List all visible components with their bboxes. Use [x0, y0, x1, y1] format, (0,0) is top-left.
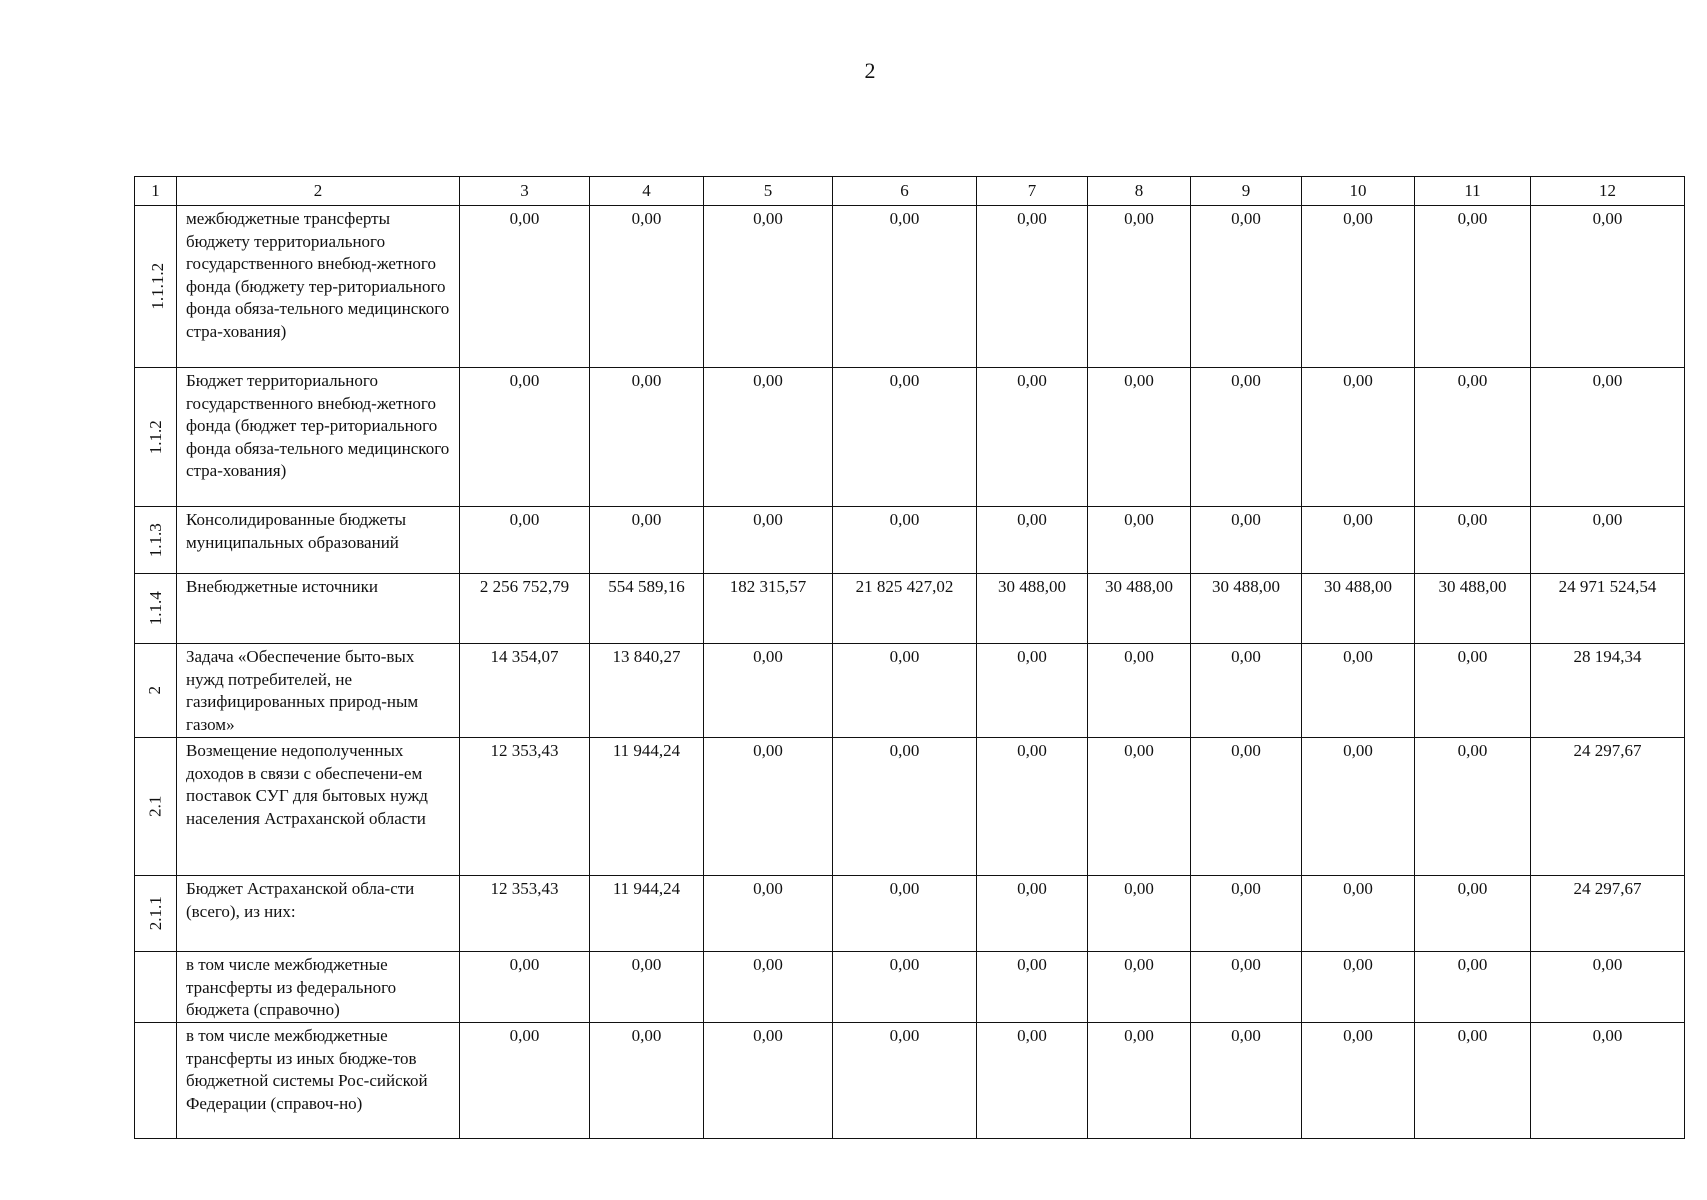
row-code: 2	[135, 644, 177, 738]
row-name: в том числе межбюджетные трансферты из иных бюдже-тов бюджетной системы Рос-сийской Федерации (справоч-но)	[177, 1023, 460, 1139]
value-cell: 0,00	[833, 738, 977, 876]
value-cell: 0,00	[977, 1023, 1088, 1139]
value-cell: 0,00	[1191, 738, 1302, 876]
row-name: Бюджет территориального государственного внебюд-жетного фонда (бюджет тер-риториального фонда обяза-тельного медицинского стра-хования)	[177, 368, 460, 507]
row-name: Задача «Обеспечение быто-вых нужд потребителей, не газифицированных природ-ным газом»	[177, 644, 460, 738]
value-cell: 30 488,00	[1191, 574, 1302, 644]
value-cell: 0,00	[1191, 206, 1302, 368]
value-cell: 0,00	[590, 368, 704, 507]
value-cell: 30 488,00	[1415, 574, 1531, 644]
value-cell: 0,00	[833, 952, 977, 1023]
column-header: 3	[460, 177, 590, 206]
row-name: в том числе межбюджетные трансферты из федерального бюджета (справочно)	[177, 952, 460, 1023]
value-cell: 0,00	[1531, 1023, 1685, 1139]
row-code	[135, 1023, 177, 1139]
value-cell: 30 488,00	[1302, 574, 1415, 644]
column-header: 11	[1415, 177, 1531, 206]
value-cell: 0,00	[704, 507, 833, 574]
value-cell: 0,00	[704, 368, 833, 507]
value-cell: 0,00	[977, 738, 1088, 876]
value-cell: 30 488,00	[1088, 574, 1191, 644]
value-cell: 0,00	[1302, 368, 1415, 507]
value-cell: 28 194,34	[1531, 644, 1685, 738]
column-header: 2	[177, 177, 460, 206]
value-cell: 0,00	[1088, 507, 1191, 574]
value-cell: 0,00	[590, 507, 704, 574]
column-header: 6	[833, 177, 977, 206]
value-cell: 0,00	[1302, 1023, 1415, 1139]
value-cell: 0,00	[704, 644, 833, 738]
value-cell: 0,00	[1415, 206, 1531, 368]
value-cell: 0,00	[833, 206, 977, 368]
value-cell: 0,00	[590, 952, 704, 1023]
value-cell: 0,00	[1191, 952, 1302, 1023]
page-number: 2	[864, 58, 876, 83]
value-cell: 0,00	[1088, 952, 1191, 1023]
table-row	[135, 876, 1685, 952]
value-cell: 0,00	[833, 507, 977, 574]
value-cell: 13 840,27	[590, 644, 704, 738]
value-cell: 0,00	[977, 876, 1088, 952]
table-row	[135, 1023, 1685, 1139]
value-cell: 0,00	[460, 952, 590, 1023]
row-code: 2.1.1	[135, 876, 177, 952]
value-cell: 0,00	[460, 368, 590, 507]
value-cell: 0,00	[704, 952, 833, 1023]
row-name: Бюджет Астраханской обла-сти (всего), из них:	[177, 876, 460, 952]
column-header: 4	[590, 177, 704, 206]
row-name: Внебюджетные источники	[177, 574, 460, 644]
value-cell: 0,00	[1191, 368, 1302, 507]
value-cell: 0,00	[460, 1023, 590, 1139]
row-code: 1.1.4	[135, 574, 177, 644]
value-cell: 0,00	[1415, 368, 1531, 507]
value-cell: 0,00	[1302, 507, 1415, 574]
value-cell: 0,00	[1415, 644, 1531, 738]
value-cell: 554 589,16	[590, 574, 704, 644]
row-name: Возмещение недополученных доходов в связи с обеспечени-ем поставок СУГ для бытовых нужд населения Астраханской области	[177, 738, 460, 876]
value-cell: 21 825 427,02	[833, 574, 977, 644]
row-code: 1.1.1.2	[135, 206, 177, 368]
row-code: 2.1	[135, 738, 177, 876]
value-cell: 0,00	[1531, 206, 1685, 368]
column-header: 1	[135, 177, 177, 206]
value-cell: 0,00	[977, 644, 1088, 738]
value-cell: 0,00	[1088, 738, 1191, 876]
value-cell: 0,00	[1415, 1023, 1531, 1139]
value-cell: 0,00	[1302, 644, 1415, 738]
value-cell: 0,00	[1191, 644, 1302, 738]
value-cell: 30 488,00	[977, 574, 1088, 644]
table-row	[135, 738, 1685, 876]
value-cell: 0,00	[1415, 507, 1531, 574]
value-cell: 0,00	[1088, 1023, 1191, 1139]
budget-table	[134, 176, 1685, 1139]
value-cell: 0,00	[460, 507, 590, 574]
value-cell: 0,00	[977, 368, 1088, 507]
column-header: 10	[1302, 177, 1415, 206]
table-row	[135, 206, 1685, 368]
value-cell: 0,00	[833, 368, 977, 507]
value-cell: 0,00	[704, 206, 833, 368]
value-cell: 24 297,67	[1531, 738, 1685, 876]
column-number-header-row	[135, 177, 1685, 206]
value-cell: 0,00	[1088, 876, 1191, 952]
value-cell: 0,00	[833, 1023, 977, 1139]
value-cell: 182 315,57	[704, 574, 833, 644]
value-cell: 0,00	[833, 644, 977, 738]
row-code	[135, 952, 177, 1023]
value-cell: 0,00	[1191, 507, 1302, 574]
value-cell: 0,00	[1302, 876, 1415, 952]
value-cell: 11 944,24	[590, 876, 704, 952]
row-name: межбюджетные трансферты бюджету территориального государственного внебюд-жетного фонда (бюджету тер-риториального фонда обяза-тельного медицинского стра-хования)	[177, 206, 460, 368]
value-cell: 0,00	[1302, 952, 1415, 1023]
value-cell: 0,00	[977, 952, 1088, 1023]
value-cell: 0,00	[460, 206, 590, 368]
column-header: 7	[977, 177, 1088, 206]
value-cell: 0,00	[1531, 507, 1685, 574]
column-header: 9	[1191, 177, 1302, 206]
table-row	[135, 574, 1685, 644]
value-cell: 0,00	[590, 206, 704, 368]
value-cell: 14 354,07	[460, 644, 590, 738]
row-code: 1.1.2	[135, 368, 177, 507]
value-cell: 0,00	[1191, 1023, 1302, 1139]
value-cell: 11 944,24	[590, 738, 704, 876]
value-cell: 0,00	[590, 1023, 704, 1139]
value-cell: 0,00	[1531, 368, 1685, 507]
value-cell: 0,00	[704, 738, 833, 876]
value-cell: 0,00	[1302, 206, 1415, 368]
value-cell: 0,00	[977, 206, 1088, 368]
value-cell: 12 353,43	[460, 738, 590, 876]
value-cell: 0,00	[704, 876, 833, 952]
row-code: 1.1.3	[135, 507, 177, 574]
table-row	[135, 507, 1685, 574]
value-cell: 0,00	[1531, 952, 1685, 1023]
value-cell: 0,00	[1088, 368, 1191, 507]
row-name: Консолидированные бюджеты муниципальных образований	[177, 507, 460, 574]
value-cell: 2 256 752,79	[460, 574, 590, 644]
value-cell: 0,00	[704, 1023, 833, 1139]
column-header: 12	[1531, 177, 1685, 206]
value-cell: 0,00	[1415, 876, 1531, 952]
table-row	[135, 644, 1685, 738]
value-cell: 0,00	[833, 876, 977, 952]
table-row	[135, 952, 1685, 1023]
value-cell: 0,00	[977, 507, 1088, 574]
value-cell: 0,00	[1415, 738, 1531, 876]
value-cell: 0,00	[1088, 644, 1191, 738]
value-cell: 24 297,67	[1531, 876, 1685, 952]
value-cell: 0,00	[1191, 876, 1302, 952]
value-cell: 12 353,43	[460, 876, 590, 952]
value-cell: 0,00	[1415, 952, 1531, 1023]
column-header: 5	[704, 177, 833, 206]
table-row	[135, 368, 1685, 507]
value-cell: 0,00	[1302, 738, 1415, 876]
value-cell: 24 971 524,54	[1531, 574, 1685, 644]
value-cell: 0,00	[1088, 206, 1191, 368]
column-header: 8	[1088, 177, 1191, 206]
